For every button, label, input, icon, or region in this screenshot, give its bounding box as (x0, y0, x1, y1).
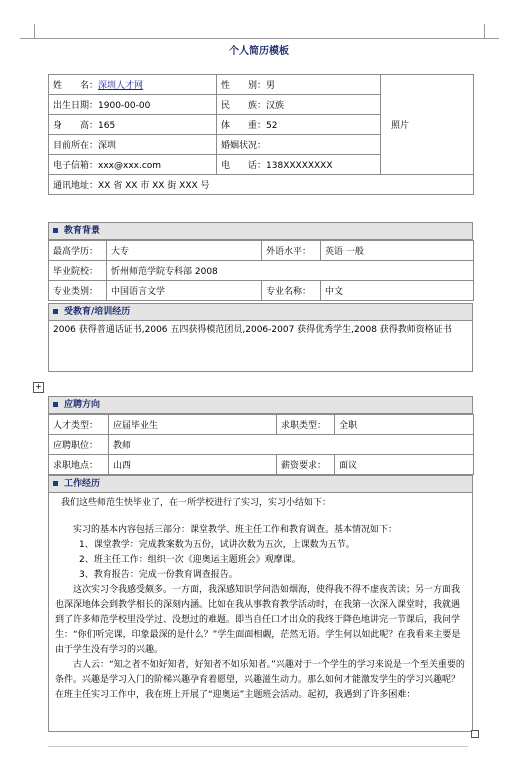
work-box (48, 492, 473, 732)
document-title: 个人简历模板 (229, 46, 289, 57)
type-label: 求职类型： (277, 415, 335, 435)
education-header-label: 教育背景 (64, 226, 101, 236)
table-move-handle-icon[interactable]: + (33, 382, 44, 393)
work-paragraph-4: 在班主任实习工作中，我在班上开展了“迎奥运”主题班会活动。起初，我遇到了许多困难： (55, 690, 416, 700)
talent-label: 人才类型： (49, 415, 109, 435)
training-text: 2006 获得普通话证书,2006 五四获得模范团员,2006-2007 获得优秀学生,2008 获得教师资格证书 (53, 325, 452, 335)
training-header-label: 受教育/培训经历 (64, 307, 131, 317)
salary-value: 面议 (335, 455, 474, 475)
position-label: 应聘职位： (49, 435, 109, 455)
language-value: 英语 一般 (321, 241, 474, 261)
weight-value: 52 (266, 121, 278, 131)
height-value: 165 (98, 121, 116, 131)
name-label: 姓 名： (53, 81, 99, 91)
table-row (49, 435, 474, 455)
basic-info-table (48, 74, 474, 195)
place-label: 求职地点： (49, 455, 109, 475)
language-label: 外语水平： (262, 241, 321, 261)
work-item-1: 1、课堂教学：完成教案数为五份，试讲次数为五次，上课数为五节。 (79, 540, 355, 550)
work-paragraph-1: 实习的基本内容包括三部分：课堂教学、班主任工作和教育调查。基本情况如下： (73, 525, 398, 535)
table-row (49, 455, 474, 475)
talent-value: 应届毕业生 (109, 415, 277, 435)
section-bullet-icon (53, 402, 58, 407)
table-row (49, 75, 474, 95)
photo-cell (381, 75, 474, 175)
salary-label: 薪资要求： (277, 455, 335, 475)
type-value: 全职 (335, 415, 474, 435)
marital-label: 婚姻状况： (221, 141, 267, 151)
major-value: 中国语言文学 (107, 281, 262, 301)
section-bullet-icon (53, 309, 58, 314)
name-value: 深圳人才网 (98, 81, 144, 91)
work-header (48, 475, 473, 493)
section-bullet-icon (53, 481, 58, 486)
table-row (49, 415, 474, 435)
work-item-3: 3、教育报告：完成一份教育调查报告。 (79, 570, 238, 580)
gender-label: 性 别： (221, 81, 267, 91)
header-line (34, 38, 484, 39)
training-header (48, 303, 473, 321)
work-paragraph-2: 这次实习令我感受颇多。一方面，我深感知识学问浩如烟海，使得我不得不虚夜苦读；另一方面我也深深地体会到教学相长的深刻内涵。比如在我从事教育教学活动时，在我第一次深入课堂时，我就遇到了许多师范学校里没学过、没想过的难题。即当自任口才出众的我终于降色地讲完一节课后，我问学生：“你们听完课，印象最深的是什么？”学生面面相觑，茫然无语。学生何以如此呢？在我看来主要是由于学生没有学习的兴趣。 (55, 585, 461, 655)
training-box (48, 320, 473, 372)
address-label: 通讯地址： (53, 181, 99, 191)
job-header-label: 应聘方向 (64, 400, 101, 410)
page-corner-mark (484, 24, 499, 39)
major-name-label: 专业名称： (262, 281, 321, 301)
email-label: 电子信箱： (53, 161, 99, 171)
work-intro: 我们这些师范生快毕业了，在一所学校进行了实习，实习小结如下： (61, 498, 332, 508)
degree-value: 大专 (107, 241, 262, 261)
place-value: 山西 (109, 455, 277, 475)
table-resize-handle-icon[interactable] (471, 730, 479, 738)
work-header-label: 工作经历 (64, 479, 101, 489)
ethnic-label: 民 族： (221, 101, 267, 111)
job-table (48, 414, 474, 475)
birth-value: 1900-00-00 (98, 101, 151, 111)
page-corner-mark (20, 24, 35, 39)
section-bullet-icon (53, 228, 58, 233)
email-value: xxx@xxx.com (98, 161, 162, 171)
work-item-2: 2、班主任工作：组织一次《迎奥运主题班会》观摩课。 (79, 555, 301, 565)
footer-line (48, 746, 468, 747)
table-row (49, 261, 474, 281)
height-label: 身 高： (53, 121, 99, 131)
major-label: 专业类别： (49, 281, 107, 301)
table-row (49, 175, 474, 195)
address-value: XX 省 XX 市 XX 街 XXX 号 (98, 181, 210, 191)
location-value: 深圳 (98, 141, 117, 151)
photo-label: 照片 (391, 121, 410, 131)
gender-value: 男 (266, 81, 276, 91)
location-label: 目前所在： (53, 141, 99, 151)
major-name-value: 中文 (321, 281, 474, 301)
phone-label: 电 话： (221, 161, 267, 171)
degree-label: 最高学历： (49, 241, 107, 261)
school-label: 毕业院校： (49, 261, 107, 281)
birth-label: 出生日期： (53, 101, 99, 111)
education-table (48, 240, 474, 301)
table-row (49, 281, 474, 301)
school-value: 忻州师范学院专科部 2008 (107, 261, 474, 281)
job-header (48, 396, 473, 414)
position-value: 教师 (109, 435, 474, 455)
weight-label: 体 重： (221, 121, 267, 131)
table-row (49, 241, 474, 261)
education-header (48, 222, 473, 240)
phone-value: 138XXXXXXXX (266, 161, 333, 171)
ethnic-value: 汉族 (266, 101, 285, 111)
work-paragraph-3: 古人云：“知之者不如好知者，好知者不如乐知者。”兴趣对于一个学生的学习来说是一个至关重要的条件。兴趣是学习入门的阶梯兴趣孕育着愿望，兴趣滋生动力。那么如何才能激发学生的学习兴趣呢？ (55, 660, 465, 685)
